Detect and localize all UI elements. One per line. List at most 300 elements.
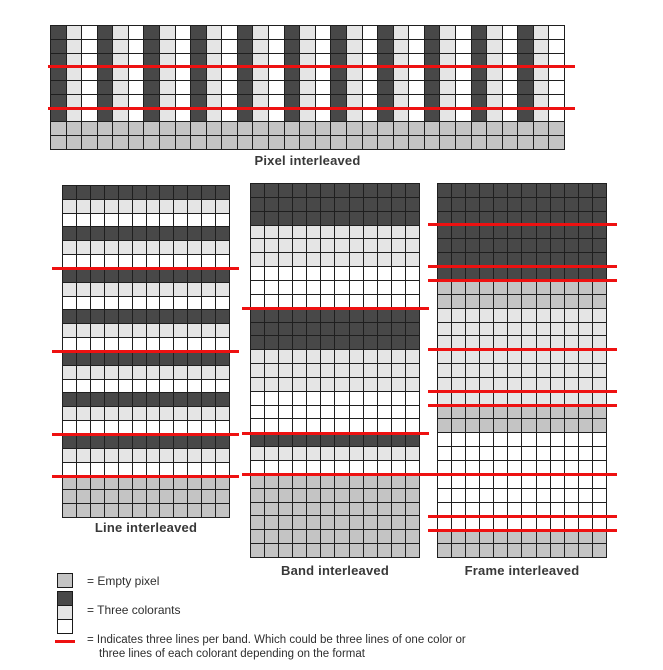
grid-cell	[480, 184, 494, 198]
grid-cell	[174, 366, 188, 380]
grid-cell	[207, 136, 223, 150]
grid-cell	[307, 184, 321, 198]
band-divider-line	[428, 223, 617, 226]
grid-cell	[293, 489, 307, 503]
grid-cell	[98, 67, 114, 81]
grid-cell	[307, 239, 321, 253]
grid-cell	[456, 109, 472, 123]
grid-cell	[77, 449, 91, 463]
grid-cell	[534, 109, 550, 123]
grid-cell	[452, 544, 466, 558]
grid-cell	[133, 476, 147, 490]
grid-cell	[335, 198, 349, 212]
grid-cell	[551, 295, 565, 309]
grid-cell	[480, 350, 494, 364]
grid-cell	[279, 433, 293, 447]
grid-cell	[335, 226, 349, 240]
grid-cell	[188, 324, 202, 338]
grid-cell	[522, 489, 536, 503]
grid-cell	[406, 212, 420, 226]
grid-cell	[438, 281, 452, 295]
legend-colorant-swatch-dark	[57, 591, 73, 606]
grid-cell	[265, 184, 279, 198]
grid-cell	[269, 109, 285, 123]
grid-cell	[251, 239, 265, 253]
grid-cell	[105, 310, 119, 324]
grid-cell	[406, 239, 420, 253]
grid-cell	[174, 449, 188, 463]
grid-cell	[216, 310, 230, 324]
grid-cell	[350, 281, 364, 295]
grid-cell	[480, 475, 494, 489]
grid-cell	[321, 336, 335, 350]
grid-cell	[160, 81, 176, 95]
grid-cell	[119, 366, 133, 380]
grid-cell	[335, 281, 349, 295]
grid-cell	[251, 226, 265, 240]
grid-cell	[160, 186, 174, 200]
grid-cell	[508, 406, 522, 420]
grid-cell	[265, 503, 279, 517]
grid-cell	[63, 269, 77, 283]
grid-cell	[331, 81, 347, 95]
grid-cell	[364, 406, 378, 420]
grid-cell	[119, 297, 133, 311]
grid-cell	[265, 364, 279, 378]
grid-cell	[350, 544, 364, 558]
grid-cell	[321, 184, 335, 198]
grid-cell	[392, 516, 406, 530]
grid-cell	[98, 109, 114, 123]
grid-cell	[350, 516, 364, 530]
grid-cell	[347, 40, 363, 54]
grid-cell	[321, 406, 335, 420]
grid-cell	[238, 122, 254, 136]
grid-cell	[279, 281, 293, 295]
grid-cell	[147, 214, 161, 228]
grid-cell	[392, 406, 406, 420]
grid-cell	[67, 136, 83, 150]
grid-cell	[176, 136, 192, 150]
grid-cell	[364, 267, 378, 281]
grid-cell	[279, 447, 293, 461]
grid-cell	[350, 336, 364, 350]
grid-cell	[494, 489, 508, 503]
grid-cell	[202, 435, 216, 449]
grid-cell	[508, 364, 522, 378]
grid-cell	[551, 226, 565, 240]
grid-cell	[265, 392, 279, 406]
grid-cell	[593, 364, 607, 378]
grid-cell	[82, 40, 98, 54]
grid-cell	[537, 530, 551, 544]
grid-cell	[438, 323, 452, 337]
grid-cell	[147, 380, 161, 394]
grid-cell	[579, 406, 593, 420]
grid-cell	[565, 544, 579, 558]
grid-cell	[438, 184, 452, 198]
grid-cell	[174, 380, 188, 394]
grid-cell	[335, 336, 349, 350]
grid-cell	[452, 406, 466, 420]
grid-cell	[456, 40, 472, 54]
grid-cell	[202, 269, 216, 283]
grid-cell	[438, 447, 452, 461]
grid-cell	[364, 198, 378, 212]
grid-cell	[51, 67, 67, 81]
grid-cell	[91, 241, 105, 255]
band-divider-line	[428, 265, 617, 268]
grid-cell	[119, 283, 133, 297]
grid-cell	[335, 309, 349, 323]
grid-cell	[147, 393, 161, 407]
grid-cell	[188, 504, 202, 518]
grid-cell	[593, 309, 607, 323]
grid-cell	[293, 516, 307, 530]
grid-cell	[392, 281, 406, 295]
grid-cell	[91, 449, 105, 463]
grid-cell	[425, 109, 441, 123]
grid-cell	[307, 378, 321, 392]
grid-cell	[63, 435, 77, 449]
grid-cell	[364, 433, 378, 447]
grid-cell	[321, 309, 335, 323]
grid-cell	[202, 324, 216, 338]
grid-cell	[105, 200, 119, 214]
grid-cell	[191, 67, 207, 81]
grid-cell	[440, 109, 456, 123]
grid-cell	[160, 393, 174, 407]
grid-cell	[216, 269, 230, 283]
grid-cell	[202, 366, 216, 380]
grid-cell	[522, 323, 536, 337]
grid-cell	[406, 530, 420, 544]
grid-cell	[378, 26, 394, 40]
grid-cell	[105, 324, 119, 338]
grid-cell	[253, 40, 269, 54]
line-interleaved-caption: Line interleaved	[94, 520, 198, 535]
grid-cell	[406, 336, 420, 350]
grid-cell	[188, 269, 202, 283]
grid-cell	[480, 198, 494, 212]
grid-cell	[91, 186, 105, 200]
grid-cell	[293, 392, 307, 406]
band-divider-line	[428, 404, 617, 407]
grid-cell	[307, 447, 321, 461]
band-divider-line	[428, 515, 617, 518]
grid-cell	[440, 67, 456, 81]
grid-cell	[160, 200, 174, 214]
grid-cell	[174, 241, 188, 255]
grid-cell	[265, 212, 279, 226]
grid-cell	[67, 109, 83, 123]
band-divider-line	[242, 307, 429, 310]
grid-cell	[440, 81, 456, 95]
grid-cell	[253, 136, 269, 150]
grid-cell	[51, 26, 67, 40]
grid-cell	[534, 26, 550, 40]
grid-cell	[494, 433, 508, 447]
grid-cell	[522, 281, 536, 295]
legend-red-line-note-line2: three lines of each colorant depending on the format	[99, 647, 365, 660]
grid-cell	[508, 295, 522, 309]
grid-cell	[549, 67, 565, 81]
grid-cell	[549, 81, 565, 95]
grid-cell	[392, 392, 406, 406]
grid-cell	[133, 283, 147, 297]
grid-cell	[133, 435, 147, 449]
grid-cell	[119, 200, 133, 214]
grid-cell	[105, 241, 119, 255]
grid-cell	[285, 122, 301, 136]
grid-cell	[119, 476, 133, 490]
grid-cell	[91, 407, 105, 421]
grid-cell	[425, 40, 441, 54]
grid-cell	[522, 475, 536, 489]
grid-cell	[456, 67, 472, 81]
grid-cell	[364, 212, 378, 226]
grid-cell	[147, 407, 161, 421]
grid-cell	[438, 406, 452, 420]
grid-cell	[472, 109, 488, 123]
grid-cell	[508, 239, 522, 253]
grid-cell	[378, 503, 392, 517]
grid-cell	[321, 364, 335, 378]
grid-cell	[279, 267, 293, 281]
grid-cell	[67, 26, 83, 40]
grid-cell	[406, 350, 420, 364]
grid-cell	[551, 406, 565, 420]
grid-cell	[440, 26, 456, 40]
grid-cell	[593, 475, 607, 489]
grid-cell	[425, 81, 441, 95]
grid-cell	[438, 226, 452, 240]
grid-cell	[534, 122, 550, 136]
grid-cell	[392, 336, 406, 350]
grid-cell	[133, 297, 147, 311]
grid-cell	[176, 109, 192, 123]
grid-cell	[251, 378, 265, 392]
grid-cell	[378, 378, 392, 392]
grid-cell	[63, 214, 77, 228]
grid-cell	[364, 530, 378, 544]
grid-cell	[129, 26, 145, 40]
grid-cell	[160, 227, 174, 241]
grid-cell	[279, 378, 293, 392]
grid-cell	[378, 184, 392, 198]
grid-cell	[307, 212, 321, 226]
grid-cell	[91, 214, 105, 228]
grid-cell	[508, 419, 522, 433]
grid-cell	[350, 212, 364, 226]
grid-cell	[494, 419, 508, 433]
grid-cell	[438, 544, 452, 558]
grid-cell	[307, 503, 321, 517]
grid-cell	[202, 380, 216, 394]
grid-cell	[216, 214, 230, 228]
grid-cell	[265, 198, 279, 212]
grid-cell	[174, 186, 188, 200]
grid-cell	[363, 81, 379, 95]
grid-cell	[174, 200, 188, 214]
grid-cell	[378, 109, 394, 123]
grid-cell	[593, 281, 607, 295]
grid-cell	[133, 380, 147, 394]
grid-cell	[147, 269, 161, 283]
grid-cell	[406, 516, 420, 530]
grid-cell	[494, 475, 508, 489]
grid-cell	[113, 136, 129, 150]
grid-cell	[364, 364, 378, 378]
grid-cell	[160, 490, 174, 504]
grid-cell	[565, 447, 579, 461]
grid-cell	[77, 490, 91, 504]
grid-cell	[279, 530, 293, 544]
grid-cell	[537, 323, 551, 337]
grid-cell	[160, 67, 176, 81]
grid-cell	[174, 435, 188, 449]
grid-cell	[551, 364, 565, 378]
grid-cell	[335, 503, 349, 517]
grid-cell	[406, 253, 420, 267]
grid-cell	[285, 67, 301, 81]
grid-cell	[307, 475, 321, 489]
grid-cell	[160, 109, 176, 123]
grid-cell	[238, 67, 254, 81]
grid-cell	[222, 67, 238, 81]
grid-cell	[269, 67, 285, 81]
grid-cell	[321, 544, 335, 558]
grid-cell	[133, 214, 147, 228]
grid-cell	[147, 449, 161, 463]
grid-cell	[335, 212, 349, 226]
grid-cell	[487, 67, 503, 81]
grid-cell	[253, 109, 269, 123]
grid-cell	[438, 309, 452, 323]
grid-cell	[466, 350, 480, 364]
grid-cell	[105, 435, 119, 449]
grid-cell	[77, 269, 91, 283]
grid-cell	[51, 40, 67, 54]
grid-cell	[579, 295, 593, 309]
grid-cell	[466, 309, 480, 323]
grid-cell	[269, 40, 285, 54]
grid-cell	[133, 269, 147, 283]
grid-cell	[202, 504, 216, 518]
grid-cell	[144, 26, 160, 40]
grid-cell	[113, 81, 129, 95]
grid-cell	[63, 310, 77, 324]
grid-cell	[347, 136, 363, 150]
grid-cell	[216, 435, 230, 449]
grid-cell	[392, 503, 406, 517]
grid-cell	[321, 489, 335, 503]
grid-cell	[51, 136, 67, 150]
grid-cell	[188, 297, 202, 311]
grid-cell	[251, 406, 265, 420]
grid-cell	[480, 239, 494, 253]
grid-cell	[466, 281, 480, 295]
grid-cell	[534, 67, 550, 81]
grid-cell	[188, 352, 202, 366]
grid-cell	[438, 350, 452, 364]
grid-cell	[251, 433, 265, 447]
band-divider-line	[428, 529, 617, 532]
grid-cell	[133, 200, 147, 214]
grid-cell	[551, 433, 565, 447]
grid-cell	[593, 239, 607, 253]
grid-cell	[188, 435, 202, 449]
grid-cell	[160, 40, 176, 54]
grid-cell	[565, 239, 579, 253]
grid-cell	[98, 40, 114, 54]
grid-cell	[537, 489, 551, 503]
grid-cell	[119, 393, 133, 407]
grid-cell	[522, 433, 536, 447]
grid-cell	[207, 81, 223, 95]
grid-cell	[378, 81, 394, 95]
grid-cell	[518, 67, 534, 81]
grid-cell	[133, 324, 147, 338]
grid-cell	[91, 310, 105, 324]
grid-cell	[565, 419, 579, 433]
grid-cell	[63, 449, 77, 463]
grid-cell	[392, 226, 406, 240]
grid-cell	[279, 239, 293, 253]
grid-cell	[265, 267, 279, 281]
grid-cell	[394, 109, 410, 123]
grid-cell	[222, 136, 238, 150]
grid-cell	[191, 81, 207, 95]
grid-cell	[537, 226, 551, 240]
grid-cell	[285, 81, 301, 95]
grid-cell	[265, 350, 279, 364]
band-interleaved-grid	[250, 183, 420, 558]
grid-cell	[216, 297, 230, 311]
grid-cell	[160, 122, 176, 136]
grid-cell	[335, 516, 349, 530]
grid-cell	[551, 530, 565, 544]
grid-cell	[77, 407, 91, 421]
grid-cell	[251, 212, 265, 226]
grid-cell	[82, 122, 98, 136]
grid-cell	[409, 136, 425, 150]
grid-cell	[335, 433, 349, 447]
grid-cell	[363, 109, 379, 123]
grid-cell	[350, 226, 364, 240]
band-divider-line	[52, 475, 239, 478]
grid-cell	[202, 393, 216, 407]
grid-cell	[537, 309, 551, 323]
grid-cell	[565, 350, 579, 364]
grid-cell	[593, 350, 607, 364]
grid-cell	[251, 503, 265, 517]
grid-cell	[279, 309, 293, 323]
grid-cell	[222, 81, 238, 95]
grid-cell	[316, 122, 332, 136]
grid-cell	[77, 393, 91, 407]
grid-cell	[133, 449, 147, 463]
grid-cell	[364, 447, 378, 461]
grid-cell	[452, 419, 466, 433]
grid-cell	[63, 324, 77, 338]
grid-cell	[285, 40, 301, 54]
grid-cell	[238, 109, 254, 123]
grid-cell	[518, 40, 534, 54]
grid-cell	[105, 476, 119, 490]
grid-cell	[129, 109, 145, 123]
grid-cell	[144, 136, 160, 150]
